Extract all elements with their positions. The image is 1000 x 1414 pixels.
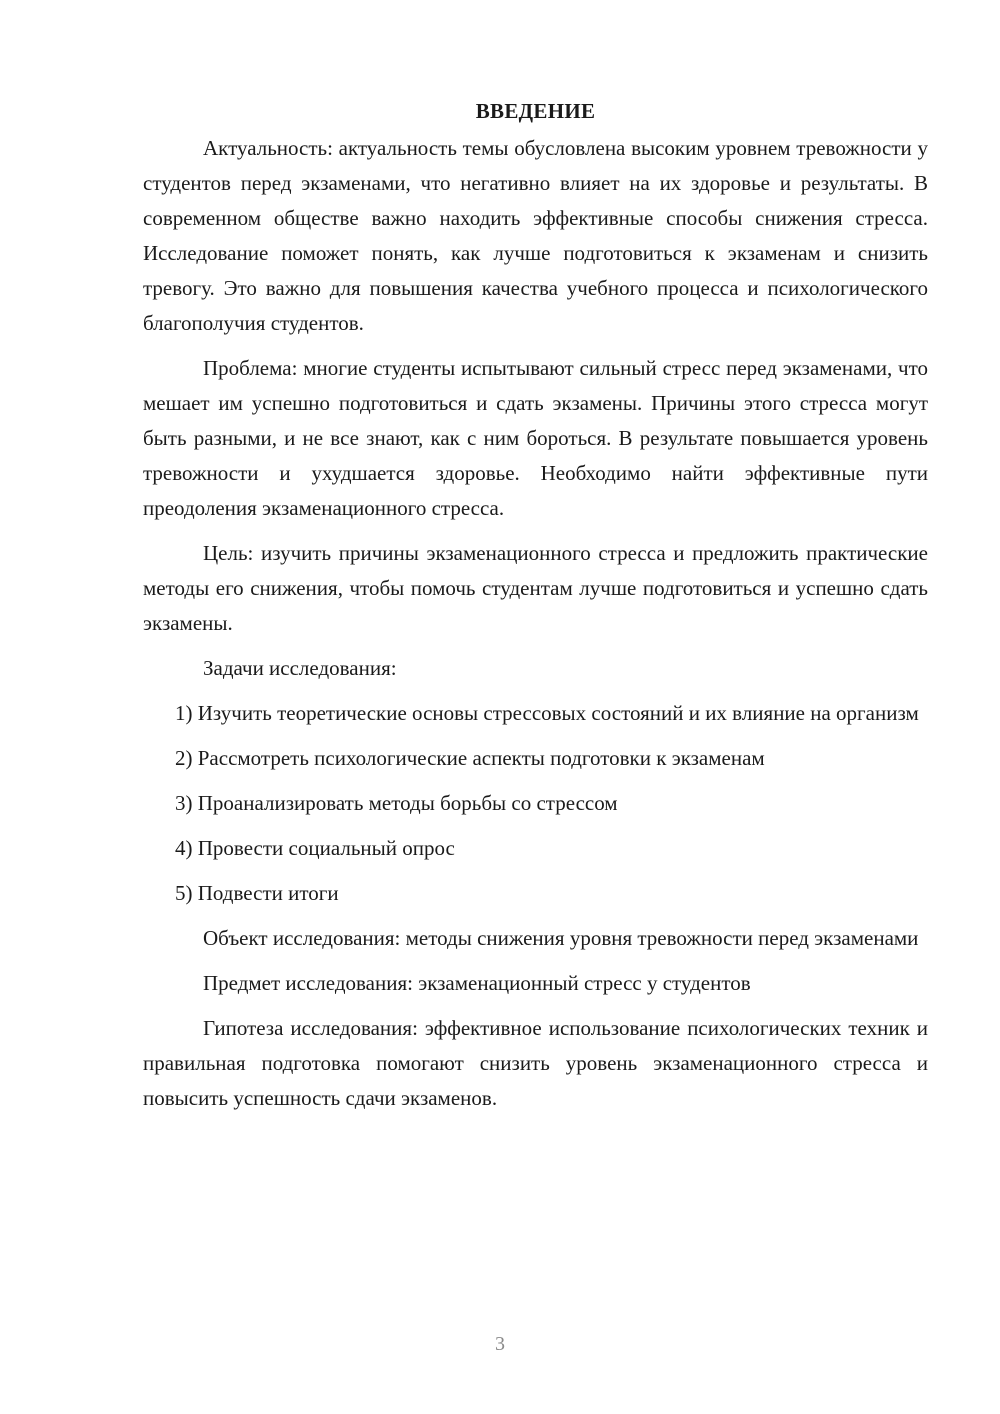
hypothesis-paragraph: Гипотеза исследования: эффективное использование психологических техник и правильная подготовка помогают снизить уровень экзаменационного стресса и повысить успешность сдачи экзаменов. <box>143 1016 928 1110</box>
page-number: 3 <box>495 1333 505 1355</box>
task-item: 5) Подвести итоги <box>175 881 339 905</box>
document-page <box>143 96 928 1126</box>
task-item: 4) Провести социальный опрос <box>175 836 455 860</box>
goal-paragraph: Цель: изучить причины экзаменационного стресса и предложить практические методы его снижения, чтобы помочь студентам лучше подготовиться и успешно сдать экзамены. <box>143 541 928 635</box>
relevance-paragraph: Актуальность: актуальность темы обусловлена высоким уровнем тревожности у студентов перед экзаменами, что негативно влияет на их здоровье и результаты. В современном обществе важно находить эффективные способы снижения стресса. Исследование поможет понять, как лучше подготовиться к экзаменам и снизить тревогу. Это важно для повышения качества учебного процесса и психологического благополучия студентов. <box>143 136 928 335</box>
task-item: 2) Рассмотреть психологические аспекты подготовки к экзаменам <box>175 746 765 770</box>
task-item: 1) Изучить теоретические основы стрессовых состояний и их влияние на организм <box>175 701 919 725</box>
subject-paragraph: Предмет исследования: экзаменационный стресс у студентов <box>203 971 751 995</box>
tasks-heading: Задачи исследования: <box>203 656 397 680</box>
page-title: ВВЕДЕНИЕ <box>475 99 596 123</box>
task-item: 3) Проанализировать методы борьбы со стрессом <box>175 791 618 815</box>
object-paragraph: Объект исследования: методы снижения уровня тревожности перед экзаменами <box>203 926 919 950</box>
problem-paragraph: Проблема: многие студенты испытывают сильный стресс перед экзаменами, что мешает им успешно подготовиться и сдать экзамены. Причины этого стресса могут быть разными, и не все знают, как с ним бороться. В результате повышается уровень тревожности и ухудшается здоровье. Необходимо найти эффективные пути преодоления экзаменационного стресса. <box>143 356 928 520</box>
